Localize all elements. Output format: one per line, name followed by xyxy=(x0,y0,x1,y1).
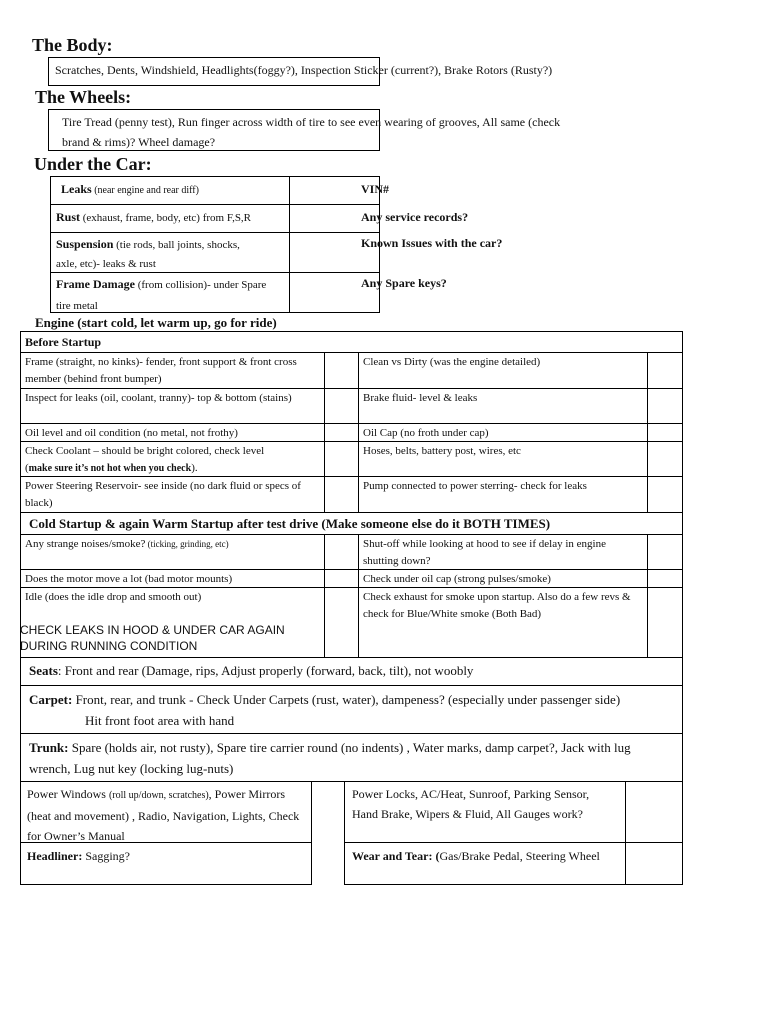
service-records-label: Any service records? xyxy=(361,210,469,224)
before-row-2-left: Inspect for leaks (oil, coolant, tranny)- top & bottom (stains) xyxy=(21,389,325,424)
under-row-rust: Rust (exhaust, frame, body, etc) from F,S,R xyxy=(56,210,252,224)
section-title-wheels: The Wheels: xyxy=(35,87,132,107)
before-row-3-check-left[interactable] xyxy=(325,424,359,442)
cold-row-3-check-left[interactable] xyxy=(325,588,359,658)
engine-title: Engine (start cold, let warm up, go for ride) xyxy=(35,315,277,330)
before-row-1-right: Clean vs Dirty (was the engine detailed) xyxy=(359,353,648,389)
cold-row-1-left: Any strange noises/smoke? (ticking, grinding, etc) xyxy=(21,535,325,570)
before-row-1-check-left[interactable] xyxy=(325,353,359,389)
before-row-4-check-right[interactable] xyxy=(648,442,683,477)
bottom-left-table xyxy=(20,782,312,885)
cold-row-1-right: Shut-off while looking at hood to see if delay in engine shutting down? xyxy=(359,535,648,570)
before-row-3-left: Oil level and oil condition (no metal, not frothy) xyxy=(21,424,325,442)
bottom-right-table xyxy=(344,782,683,885)
body-text: Scratches, Dents, Windshield, Headlights(foggy?), Inspection Sticker (current?), Brake Rotors (Rusty?) xyxy=(55,63,553,77)
engine-table xyxy=(20,331,683,657)
before-row-2-check-right[interactable] xyxy=(648,389,683,424)
interior-table xyxy=(20,657,683,782)
spare-keys-label: Any Spare keys? xyxy=(361,276,447,290)
power-locks-cell: Power Locks, AC/Heat, Sunroof, Parking Sensor, Hand Brake, Wipers & Fluid, All Gauges work? xyxy=(345,782,626,843)
cold-row-2-left: Does the motor move a lot (bad motor mounts) xyxy=(21,570,325,588)
wear-and-tear-cell: Wear and Tear: (Gas/Brake Pedal, Steering Wheel xyxy=(345,843,626,885)
before-row-4-left: Check Coolant – should be bright colored, check level (make sure it’s not hot when you check). xyxy=(21,442,325,477)
before-row-3-check-right[interactable] xyxy=(648,424,683,442)
before-row-5-check-right[interactable] xyxy=(648,477,683,513)
power-windows-cell: Power Windows (roll up/down, scratches), Power Mirrors (heat and movement) , Radio, Navigation, Lights, Check for Owner’s Manual xyxy=(21,782,312,843)
power-locks-check[interactable] xyxy=(626,782,683,843)
known-issues-label: Known Issues with the car? xyxy=(361,236,503,250)
under-car-table xyxy=(50,176,380,313)
cold-row-3-right: Check exhaust for smoke upon startup. Also do a few revs & check for Blue/White smoke (Both Bad) xyxy=(359,588,648,658)
seats-row: Seats: Front and rear (Damage, rips, Adjust properly (forward, back, tilt), not woobly xyxy=(21,657,683,686)
carpet-row: Carpet: Front, rear, and trunk - Check Under Carpets (rust, water), dampeness? (especially under passenger side) Hit front foot area with hand xyxy=(21,686,683,734)
cold-row-3-left: Idle (does the idle drop and smooth out) xyxy=(21,588,325,658)
under-row-leaks: Leaks (near engine and rear diff) xyxy=(61,182,199,196)
before-row-5-left: Power Steering Reservoir- see inside (no dark fluid or specs of black) xyxy=(21,477,325,513)
before-row-4-right: Hoses, belts, battery post, wires, etc xyxy=(359,442,648,477)
cold-row-3-check-right[interactable] xyxy=(648,588,683,658)
cold-row-1-check-left[interactable] xyxy=(325,535,359,570)
body-checklist xyxy=(48,57,553,86)
cold-startup-header: Cold Startup & again Warm Startup after test drive (Make someone else do it BOTH TIMES) xyxy=(21,513,683,535)
under-row-frame-damage: Frame Damage (from collision)- under Spare tire metal xyxy=(56,277,267,312)
before-row-5-check-left[interactable] xyxy=(325,477,359,513)
before-row-3-right: Oil Cap (no froth under cap) xyxy=(359,424,648,442)
before-startup-header: Before Startup xyxy=(21,332,683,353)
under-row-suspension: Suspension (tie rods, ball joints, shocks, axle, etc)- leaks & rust xyxy=(56,237,240,270)
wear-and-tear-check[interactable] xyxy=(626,843,683,885)
before-row-1-left: Frame (straight, no kinks)- fender, front support & front cross member (behind front bumper) xyxy=(21,353,325,389)
cold-row-2-right: Check under oil cap (strong pulses/smoke) xyxy=(359,570,648,588)
before-row-1-check-right[interactable] xyxy=(648,353,683,389)
before-row-5-right: Pump connected to power sterring- check for leaks xyxy=(359,477,648,513)
vin-label: VIN# xyxy=(361,182,390,196)
check-leaks-note: CHECK LEAKS IN HOOD & UNDER CAR AGAIN DURING RUNNING CONDITION xyxy=(20,623,285,653)
wheels-text: Tire Tread (penny test), Run finger across width of tire to see even wearing of grooves, All same (check brand & rims)? Wheel damage? xyxy=(62,115,561,149)
before-row-4-check-left[interactable] xyxy=(325,442,359,477)
before-row-2-check-left[interactable] xyxy=(325,389,359,424)
cold-row-2-check-left[interactable] xyxy=(325,570,359,588)
trunk-row: Trunk: Spare (holds air, not rusty), Spare tire carrier round (no indents) , Water marks, damp carpet?, Jack with lug wrench, Lug nut key (locking lug-nuts) xyxy=(21,734,683,782)
before-row-2-right: Brake fluid- level & leaks xyxy=(359,389,648,424)
cold-row-2-check-right[interactable] xyxy=(648,570,683,588)
headliner-cell: Headliner: Sagging? xyxy=(21,843,312,885)
section-title-under-car: Under the Car: xyxy=(34,154,152,174)
cold-row-1-check-right[interactable] xyxy=(648,535,683,570)
section-title-body: The Body: xyxy=(32,35,113,55)
